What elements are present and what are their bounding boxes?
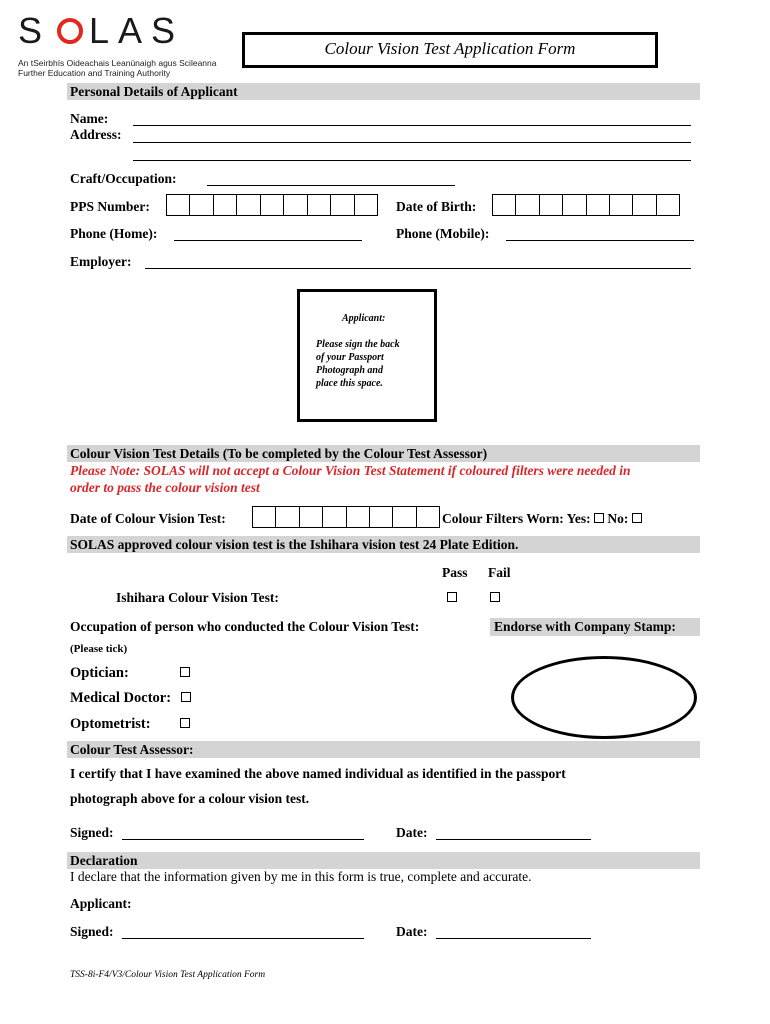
photo-instruction-4: place this space. — [316, 378, 383, 389]
dob-cell[interactable] — [587, 195, 610, 215]
dob-cell[interactable] — [610, 195, 633, 215]
assessor-date-label: Date: — [396, 825, 428, 840]
ishihara-fail-checkbox[interactable] — [490, 592, 500, 602]
filters-yes-checkbox[interactable] — [594, 513, 604, 523]
phone-mobile-field[interactable] — [506, 240, 694, 241]
optician-label: Optician: — [70, 665, 129, 681]
test-date-cell[interactable] — [370, 507, 393, 527]
logo-letters-las: LAS — [89, 10, 185, 51]
pps-cell[interactable] — [167, 195, 190, 215]
certify-line-2: photograph above for a colour vision test. — [70, 791, 310, 806]
photo-instruction-3: Photograph and — [316, 365, 383, 376]
name-label: Name: — [70, 111, 109, 126]
company-stamp-area[interactable] — [511, 656, 697, 739]
doctor-label: Medical Doctor: — [70, 690, 172, 706]
please-tick-label: (Please tick) — [70, 643, 128, 655]
filters-no-label: No: — [607, 511, 629, 526]
dob-boxes[interactable] — [492, 194, 680, 216]
test-details-heading: Colour Vision Test Details (To be completed by the Colour Test Assessor) — [67, 445, 700, 462]
note-line-2: order to pass the colour vision test — [70, 480, 260, 495]
photo-instruction-2: of your Passport — [316, 352, 384, 363]
pps-cell[interactable] — [214, 195, 237, 215]
craft-label: Craft/Occupation: — [70, 171, 177, 186]
assessor-heading: Colour Test Assessor: — [67, 741, 700, 758]
pps-cell[interactable] — [284, 195, 307, 215]
employer-field[interactable] — [145, 268, 691, 269]
optometrist-label: Optometrist: — [70, 716, 151, 732]
declaration-date-label: Date: — [396, 924, 428, 939]
approved-test-band: SOLAS approved colour vision test is the Ishihara vision test 24 Plate Edition. — [67, 536, 700, 553]
form-title: Colour Vision Test Application Form — [242, 32, 658, 68]
test-date-cell[interactable] — [417, 507, 439, 527]
name-field[interactable] — [133, 125, 691, 126]
certify-line-1: I certify that I have examined the above named individual as identified in the passport — [70, 766, 566, 781]
personal-details-heading: Personal Details of Applicant — [67, 83, 700, 100]
pass-label: Pass — [442, 565, 468, 580]
fail-label: Fail — [488, 565, 511, 580]
dob-cell[interactable] — [540, 195, 563, 215]
declaration-date-field[interactable] — [436, 938, 591, 939]
pps-number-boxes[interactable] — [166, 194, 378, 216]
declaration-text: I declare that the information given by me in this form is true, complete and accurate. — [70, 869, 532, 884]
logo-subtitle-english: Further Education and Training Authority — [18, 68, 171, 78]
declaration-signed-label: Signed: — [70, 924, 114, 939]
dob-cell[interactable] — [657, 195, 679, 215]
test-date-cell[interactable] — [393, 507, 416, 527]
logo-circle-icon — [57, 18, 83, 44]
pps-cell[interactable] — [308, 195, 331, 215]
test-date-cell[interactable] — [253, 507, 276, 527]
address-label: Address: — [70, 127, 122, 142]
occupation-label: Occupation of person who conducted the Colour Vision Test: — [70, 619, 420, 634]
test-date-cell[interactable] — [276, 507, 299, 527]
filters-no-checkbox[interactable] — [632, 513, 642, 523]
filters-worn-label — [442, 511, 642, 527]
filters-yes-label: Colour Filters Worn: Yes: — [442, 511, 591, 526]
assessor-date-field[interactable] — [436, 839, 591, 840]
address-field-1[interactable] — [133, 142, 691, 143]
ishihara-label: Ishihara Colour Vision Test: — [116, 590, 279, 605]
form-footer: TSS-8i-F4/V3/Colour Vision Test Application Form — [70, 970, 266, 980]
employer-label: Employer: — [70, 254, 132, 269]
pps-cell[interactable] — [237, 195, 260, 215]
test-date-boxes[interactable] — [252, 506, 440, 528]
test-date-cell[interactable] — [323, 507, 346, 527]
optometrist-checkbox[interactable] — [180, 718, 190, 728]
ishihara-pass-checkbox[interactable] — [447, 592, 457, 602]
note-line-1: Please Note: SOLAS will not accept a Colour Vision Test Statement if coloured filters were needed in — [70, 463, 631, 478]
doctor-checkbox[interactable] — [181, 692, 191, 702]
craft-field[interactable] — [207, 185, 455, 186]
pps-cell[interactable] — [190, 195, 213, 215]
address-field-2[interactable] — [133, 160, 691, 161]
phone-home-label: Phone (Home): — [70, 226, 158, 241]
solas-logo — [18, 10, 216, 78]
optician-checkbox[interactable] — [180, 667, 190, 677]
logo-subtitle-irish: An tSeirbhís Oideachais Leanúnaigh agus Scileanna — [18, 58, 217, 68]
stamp-label: Endorse with Company Stamp: — [490, 618, 700, 636]
phone-mobile-label: Phone (Mobile): — [396, 226, 490, 241]
declaration-signature-field[interactable] — [122, 938, 364, 939]
pps-cell[interactable] — [331, 195, 354, 215]
logo-wordmark — [18, 10, 216, 52]
test-date-cell[interactable] — [300, 507, 323, 527]
assessor-signature-field[interactable] — [122, 839, 364, 840]
phone-home-field[interactable] — [174, 240, 362, 241]
pps-cell[interactable] — [355, 195, 377, 215]
declaration-heading: Declaration — [67, 852, 700, 869]
dob-cell[interactable] — [493, 195, 516, 215]
photo-applicant-label: Applicant: — [342, 313, 386, 324]
test-date-label: Date of Colour Vision Test: — [70, 511, 226, 526]
logo-letter-s: S — [18, 10, 52, 51]
dob-cell[interactable] — [633, 195, 656, 215]
test-date-cell[interactable] — [347, 507, 370, 527]
declaration-applicant-label: Applicant: — [70, 896, 132, 911]
pps-cell[interactable] — [261, 195, 284, 215]
dob-cell[interactable] — [516, 195, 539, 215]
dob-label: Date of Birth: — [396, 199, 477, 214]
pps-label: PPS Number: — [70, 199, 150, 214]
assessor-signed-label: Signed: — [70, 825, 114, 840]
photo-instruction-1: Please sign the back — [316, 339, 400, 350]
dob-cell[interactable] — [563, 195, 586, 215]
passport-photo-box[interactable] — [297, 289, 437, 422]
